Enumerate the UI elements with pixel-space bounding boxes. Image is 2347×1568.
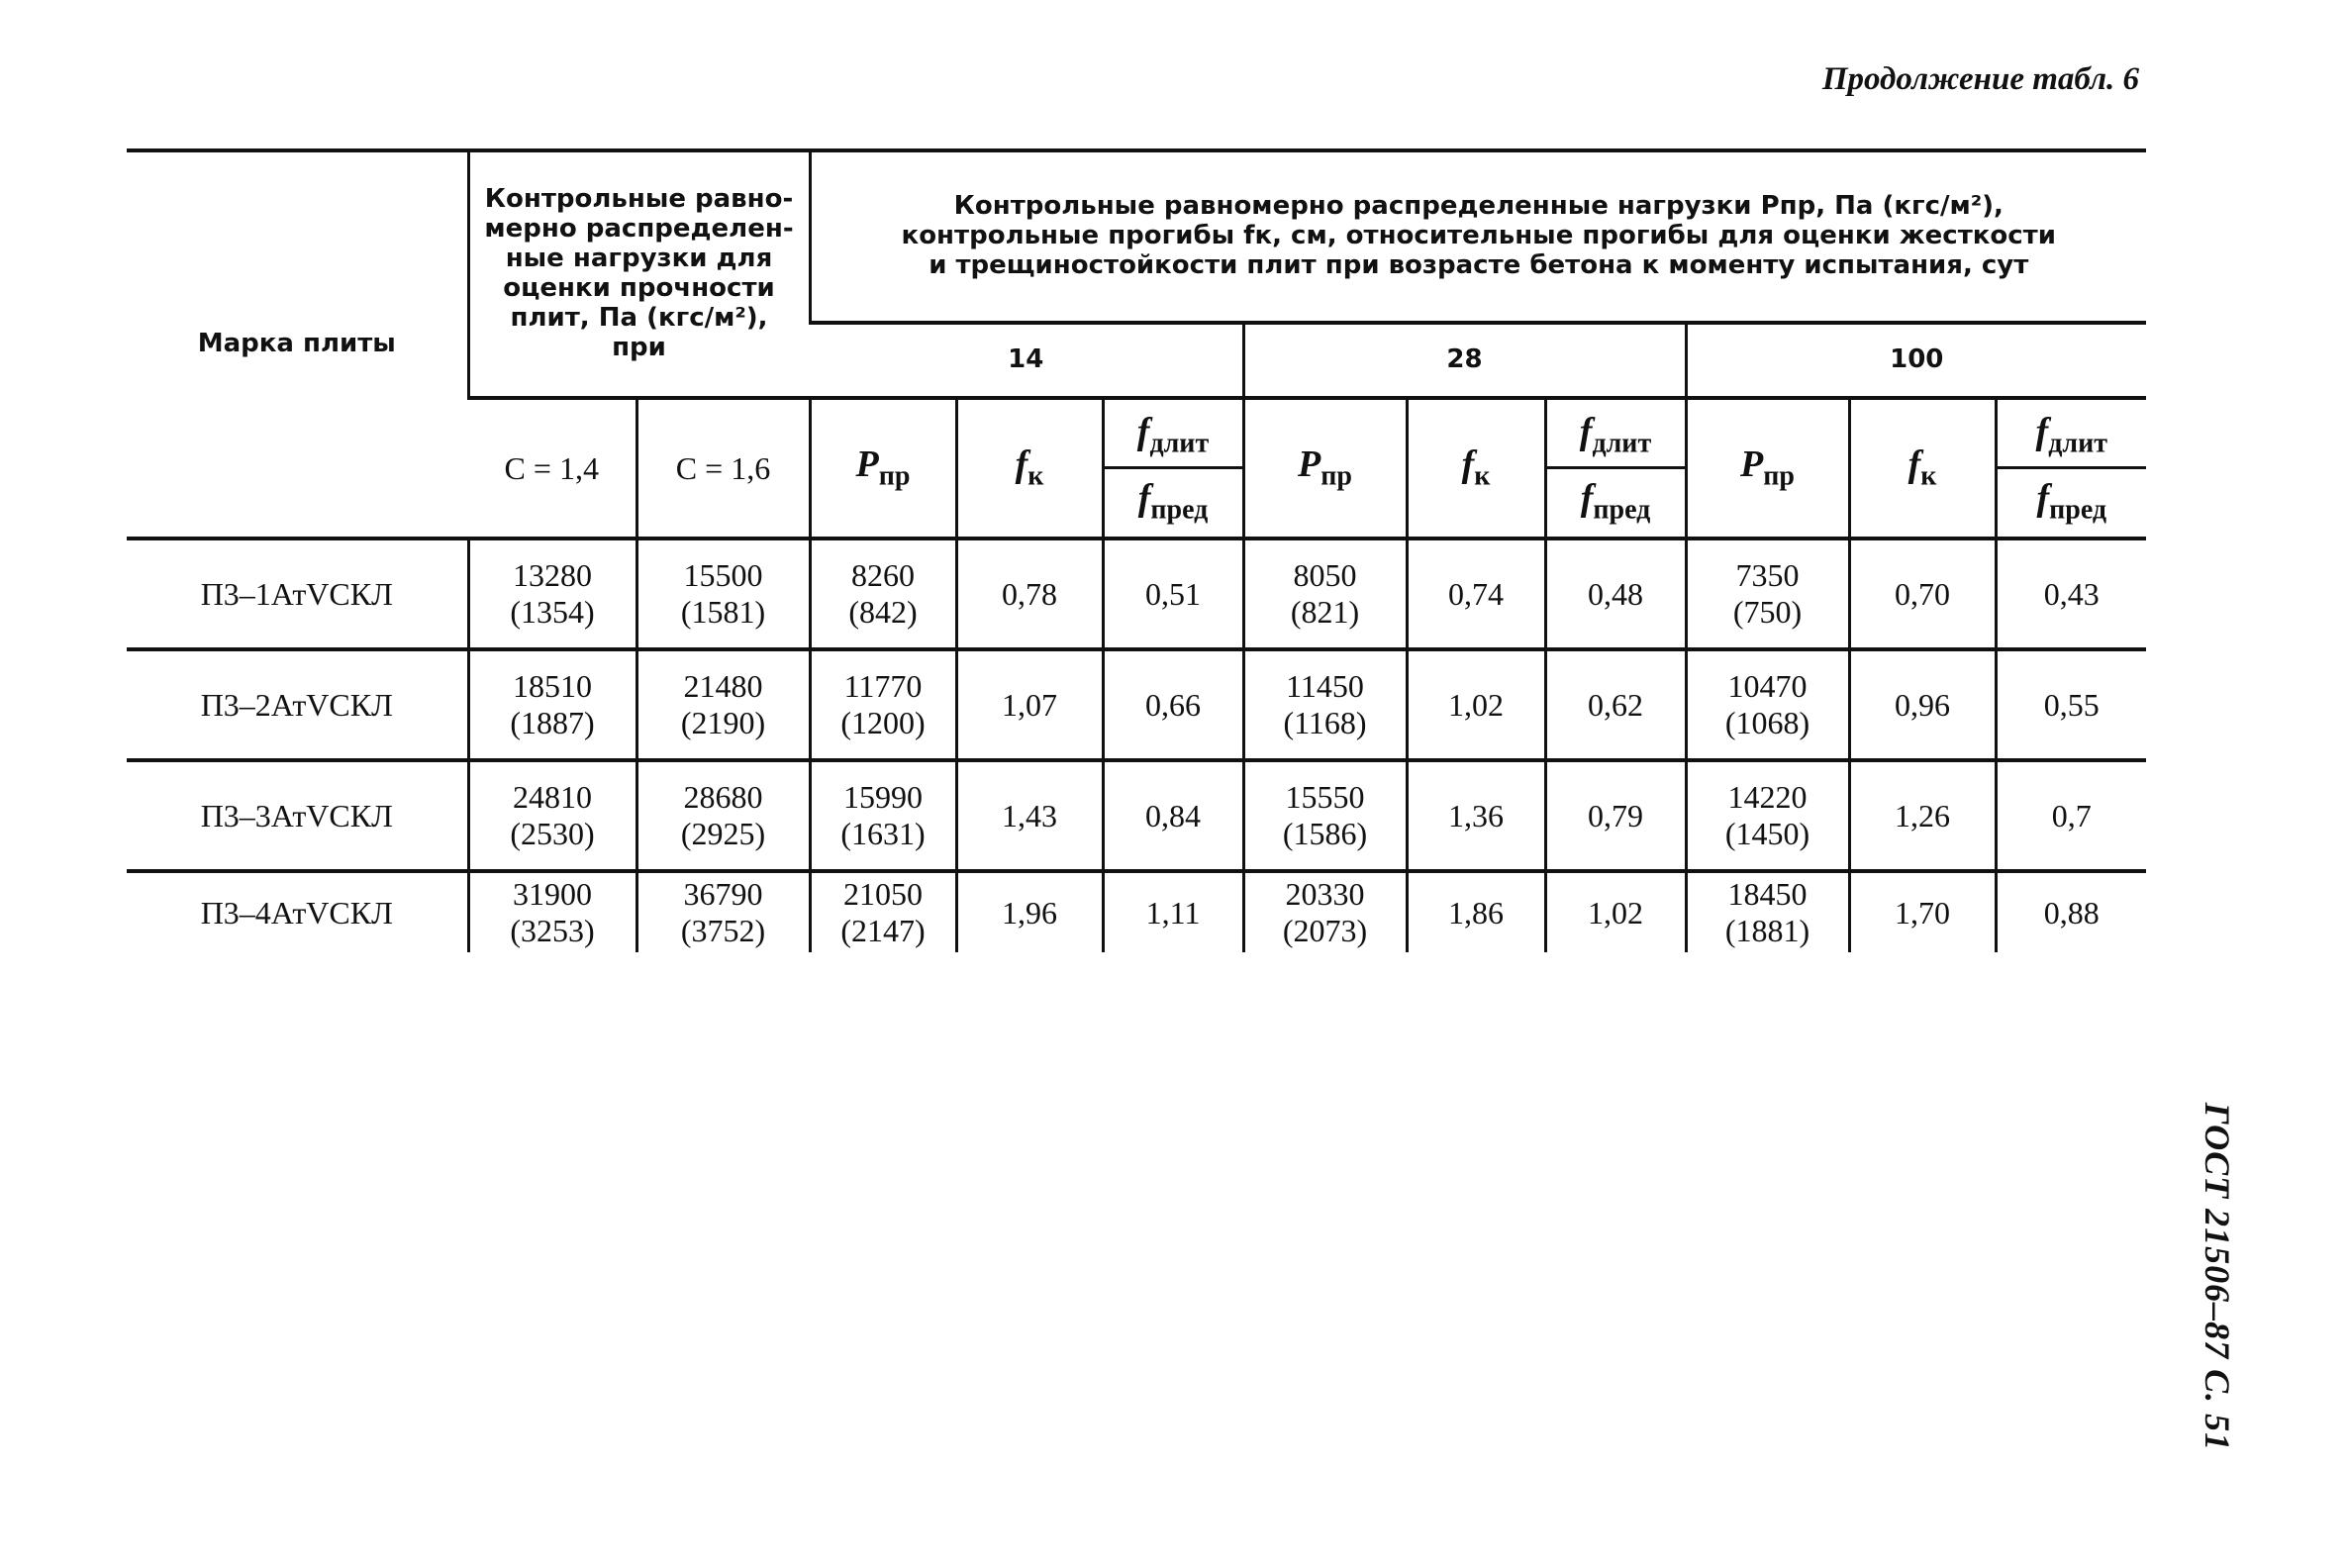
cell-p100: 7350 (750) [1686, 539, 1849, 649]
cell-rel100: 0,43 [1996, 539, 2146, 649]
cell-fk28: 1,86 [1407, 871, 1545, 952]
cell-fk14: 1,96 [956, 871, 1103, 952]
cell-rel28: 0,79 [1545, 760, 1686, 871]
cell-marka: П3–1АтVСКЛ [127, 539, 468, 649]
cell-rel14: 0,66 [1103, 649, 1243, 760]
cell-rel28: 1,02 [1545, 871, 1686, 952]
standard-page-number: ГОСТ 21506–87 С. 51 [2198, 1102, 2237, 1452]
header-fk-100: $f_к$ [1849, 398, 1996, 539]
header-age-28: 28 [1243, 323, 1686, 398]
header-c-1-4: C = 1,4 [468, 398, 636, 539]
table-row [127, 539, 2146, 649]
cell-fk100: 0,70 [1849, 539, 1996, 649]
cell-rel14: 0,84 [1103, 760, 1243, 871]
table-row [127, 649, 2146, 760]
cell-c14: 18510 (1887) [468, 649, 636, 760]
header-rel-14: $\frac{f_{длит}}{f_{пред}}$ [1103, 398, 1243, 539]
header-marka: Марка плиты [127, 150, 468, 539]
cell-p100: 18450 (1881) [1686, 871, 1849, 952]
cell-rel28: 0,62 [1545, 649, 1686, 760]
cell-p100: 14220 (1450) [1686, 760, 1849, 871]
cell-c14: 13280 (1354) [468, 539, 636, 649]
header-rel-28: $\frac{f_{длит}}{f_{пред}}$ [1545, 398, 1686, 539]
header-deflection-loads: Контрольные равномерно распределенные нагрузки Pпр, Па (кгс/м²), контрольные прогибы fк, см, относительные прогибы для оценки жесткости и трещиностойкости плит при возрасте бетона к моменту испытания, сут [810, 150, 2146, 323]
cell-p28: 15550 (1586) [1243, 760, 1407, 871]
header-p-28: $P_{пр}$ [1243, 398, 1407, 539]
cell-rel100: 0,88 [1996, 871, 2146, 952]
header-c-1-6: C = 1,6 [636, 398, 810, 539]
header-fk-28: $f_к$ [1407, 398, 1545, 539]
cell-rel28: 0,48 [1545, 539, 1686, 649]
cell-fk100: 1,26 [1849, 760, 1996, 871]
cell-c16: 21480 (2190) [636, 649, 810, 760]
cell-c16: 36790 (3752) [636, 871, 810, 952]
table-caption: Продолжение табл. 6 [1821, 61, 2139, 97]
table-row [127, 760, 2146, 871]
cell-p14: 21050 (2147) [810, 871, 956, 952]
cell-rel14: 1,11 [1103, 871, 1243, 952]
header-age-14: 14 [810, 323, 1243, 398]
cell-marka: П3–3АтVСКЛ [127, 760, 468, 871]
header-p-100: $P_{пр}$ [1686, 398, 1849, 539]
cell-p14: 15990 (1631) [810, 760, 956, 871]
cell-fk100: 0,96 [1849, 649, 1996, 760]
header-age-100: 100 [1686, 323, 2146, 398]
header-rel-100: $\frac{f_{длит}}{f_{пред}}$ [1996, 398, 2146, 539]
cell-p14: 11770 (1200) [810, 649, 956, 760]
cell-rel100: 0,7 [1996, 760, 2146, 871]
load-table [127, 148, 2146, 952]
page-side-label [2198, 1099, 2237, 1455]
cell-p14: 8260 (842) [810, 539, 956, 649]
cell-p28: 20330 (2073) [1243, 871, 1407, 952]
cell-fk28: 1,36 [1407, 760, 1545, 871]
header-p-14: $P_{пр}$ [810, 398, 956, 539]
cell-marka: П3–4АтVСКЛ [200, 894, 393, 931]
cell-fk14: 1,07 [956, 649, 1103, 760]
cell-rel100: 0,55 [1996, 649, 2146, 760]
cell-rel14: 0,51 [1103, 539, 1243, 649]
cell-p100: 10470 (1068) [1686, 649, 1849, 760]
cell-fk100: 1,70 [1849, 871, 1996, 952]
header-strength-loads: Контрольные равно- мерно распределен- ные нагрузки для оценки прочности плит, Па (кгс/м²), при [468, 150, 810, 398]
cell-c14: 31900 (3253) [468, 871, 636, 952]
cell-fk28: 0,74 [1407, 539, 1545, 649]
cell-fk14: 1,43 [956, 760, 1103, 871]
cell-c16: 15500 (1581) [636, 539, 810, 649]
cell-fk14: 0,78 [956, 539, 1103, 649]
cell-c16: 28680 (2925) [636, 760, 810, 871]
cell-fk28: 1,02 [1407, 649, 1545, 760]
cell-marka: П3–2АтVСКЛ [127, 649, 468, 760]
header-fk-14: $f_к$ [956, 398, 1103, 539]
cell-p28: 8050 (821) [1243, 539, 1407, 649]
cell-p28: 11450 (1168) [1243, 649, 1407, 760]
table-row [127, 871, 2146, 952]
cell-c14: 24810 (2530) [468, 760, 636, 871]
